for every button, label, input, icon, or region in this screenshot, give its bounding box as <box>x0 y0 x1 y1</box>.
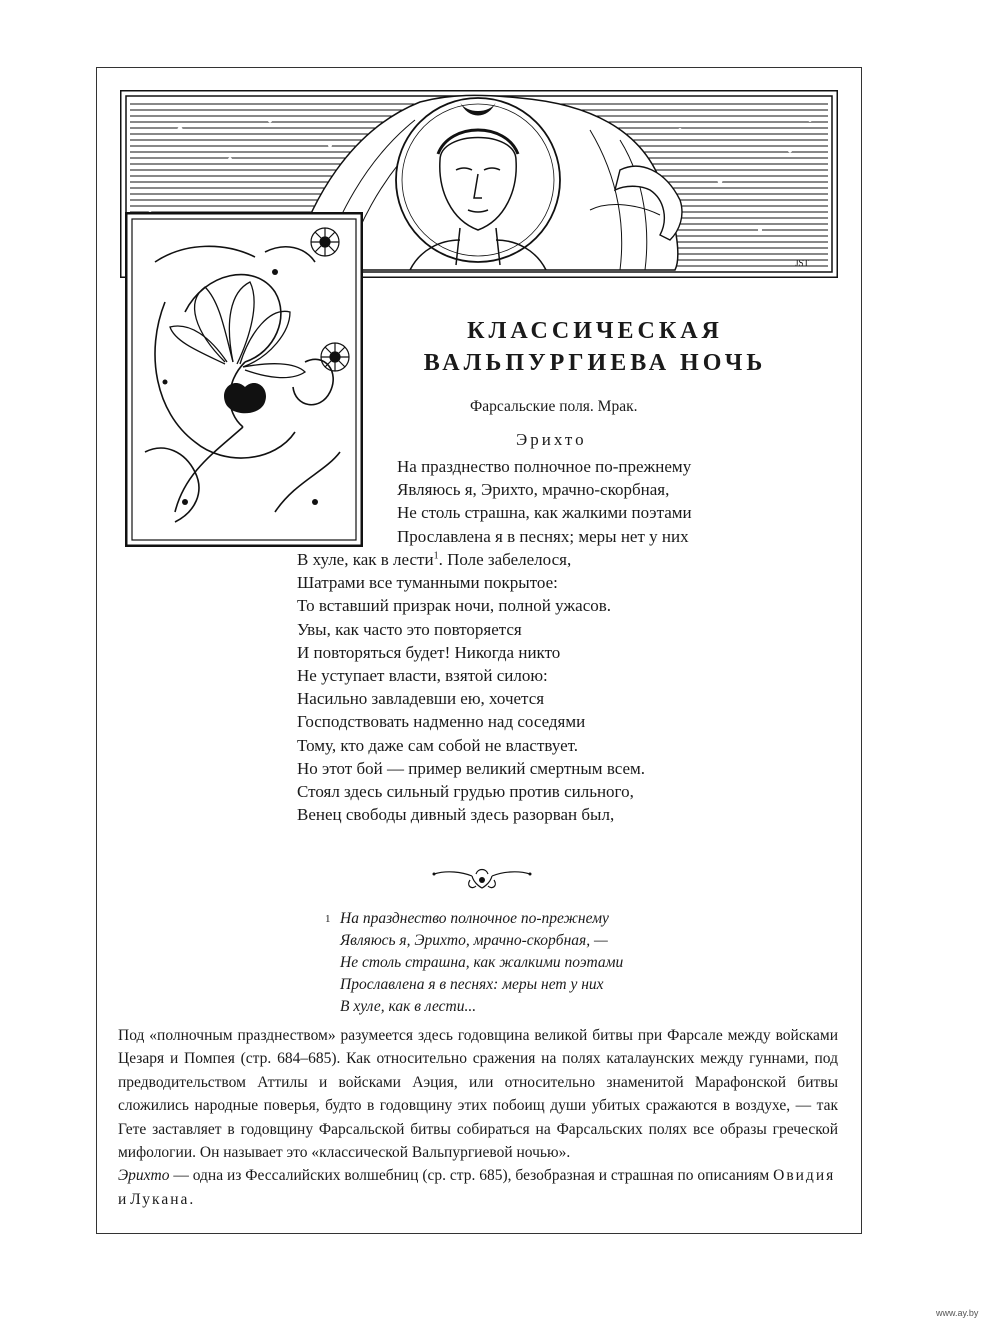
footnote-line: Не столь страшна, как жалкими поэтами <box>340 954 624 971</box>
footnote-line: Являюсь я, Эрихто, мрачно-скорбная, — <box>340 932 608 949</box>
commentary-paragraph: Под «полночным празднеством» разумеется здесь годовщина великой битвы при Фарсале между войсками Цезаря и Помпея (стр. 684–685). Как относительно сражения на полях каталаунских между гуннами, под предводительством Аттилы и войсками Аэция, или относительно знаменитой Марафонской битвы сложились народные поверья, будто в годовщину этих побоищ души убитых сражаются в воздухе, — так Гете заставляет в годовщину Фарсальской битвы собираться на Фарсальских полях все образы греческой мифологии. Он называет это «классической Вальпургиевой ночью». <box>118 1027 838 1162</box>
commentary-text: . <box>189 1190 194 1208</box>
verse-line: Не столь страшна, как жалкими поэтами <box>397 503 692 523</box>
watermark: www.ay.by <box>936 1308 979 1318</box>
verse-line: Шатрами все туманными покрытое: <box>297 573 558 593</box>
verse-text: . Поле забелелося, <box>438 550 572 569</box>
verse-narrow <box>397 455 692 548</box>
verse-line: То вставший призрак ночи, полной ужасов. <box>297 596 612 616</box>
verse-line: Тому, кто даже сам собой не властвует. <box>297 735 579 755</box>
verse-line: И повторяться будет! Никогда никто <box>297 642 561 662</box>
verse-line: Прославлена я в песнях; меры нет у них <box>397 526 689 546</box>
verse-line-with-footnote <box>297 548 645 571</box>
verse-line: Являюсь я, Эрихто, мрачно-скорбная, <box>397 480 670 500</box>
verse-line: Не уступает власти, взятой силою: <box>297 666 548 686</box>
commentary-text: — одна из Фессалийских волшебниц (ср. стр. 685), безобразная и страшная по описаниям <box>169 1167 774 1185</box>
footnote <box>325 908 623 1018</box>
speaker-name: Эрихто <box>516 430 587 449</box>
verse-line: Венец свободы дивный здесь разорван был, <box>297 805 615 825</box>
verse-line: Стоял здесь сильный грудью против сильного, <box>297 782 634 802</box>
floral-center <box>224 383 266 413</box>
commentary-paragraph <box>118 1164 838 1211</box>
footnote-mark[interactable]: 1 <box>433 550 439 562</box>
stage-direction: Фарсальские поля. Мрак. <box>470 398 638 415</box>
character-name: Эрихто <box>118 1167 170 1185</box>
verse-line: Господствовать надменно над соседями <box>297 712 586 732</box>
decorative-initial <box>125 212 363 547</box>
commentary-text: и <box>118 1190 131 1208</box>
footnote-line: В хуле, как в лести... <box>340 998 477 1015</box>
moon-halo <box>396 98 560 262</box>
page-title-line-2: ВАЛЬПУРГИЕВА НОЧЬ <box>423 350 767 376</box>
verse-line: На празднество полночное по-прежнему <box>397 457 692 476</box>
verse-wide <box>297 548 645 826</box>
page-title-line-1: КЛАССИЧЕСКАЯ <box>467 318 723 344</box>
footnote-line: Прославлена я в песнях: меры нет у них <box>340 976 604 993</box>
verse-line: Увы, как часто это повторяется <box>297 619 522 639</box>
artist-monogram: JST <box>795 258 810 268</box>
section-ornament-icon <box>432 866 532 892</box>
author-name: Овидия <box>773 1167 836 1185</box>
footnote-line: На празднество полночное по-прежнему <box>340 910 609 927</box>
author-name: Лукана <box>130 1190 190 1208</box>
verse-text: В хуле, как в лести <box>297 550 434 569</box>
footnote-number: 1 <box>325 913 331 925</box>
verse-line: Но этот бой — пример великий смертным всем. <box>297 758 646 778</box>
verse-line: Насильно завладевши ею, хочется <box>297 689 545 709</box>
commentary <box>118 1024 838 1211</box>
